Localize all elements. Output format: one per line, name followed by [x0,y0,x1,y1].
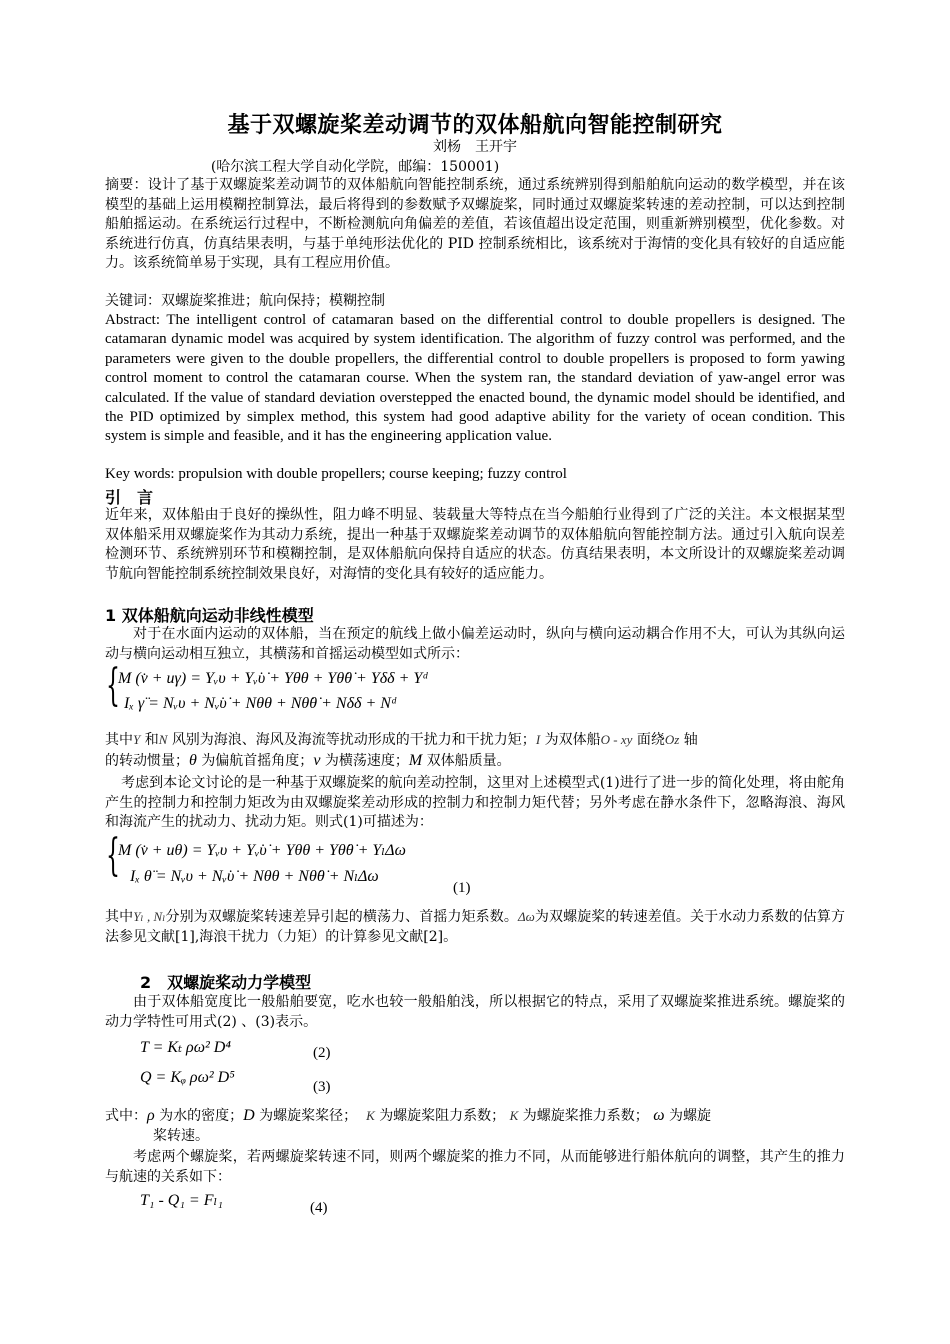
section1-para1: 对于在水面内运动的双体船，当在预定的航线上做小偏差运动时，纵向与横向运动耦合作用不大，可认为其纵向运动与横向运动相互独立，其横荡和首摇运动模型如式所示： [105,626,845,662]
section2-heading: 2 双螺旋桨动力学模型 [140,973,312,992]
symbol-rho: ρ [147,1107,155,1124]
keywords-en: Key words: propulsion with double propellers; course keeping; fuzzy control [105,466,567,482]
symbol-kt: K [509,1108,519,1123]
equation-number-3: (3) [313,1079,331,1095]
symbol-theta: θ [189,751,197,769]
section2-where: 式中：ρ 为水的密度；D 为螺旋桨桨径； K 为螺旋桨阻力系数； K 为螺旋桨推力系数； ω 为螺旋 桨转速。 [105,1107,711,1144]
intro-text: 近年来，双体船由于良好的操纵性，阻力峰不明显、装载量大等特点在当今船舶行业得到了广泛的关注。本文根据某型双体船采用双螺旋桨作为其动力系统，提出一种基于双螺旋桨差动调节的双体船航向智能控制方法。通过引入航向误差检测环节、系统辨别环节和模糊控制，是双体船航向保持自适应的状态。仿真结果表明，本文所设计的双螺旋桨差动调节航向智能控制系统控制效果良好，对海情的变化具有较好的适应能力。 [105,507,845,582]
symbol-d: D [243,1107,255,1124]
equation-2a: M (v̇ + uθ) = Yᵥυ + Yᵥ̇υ̇ + Yθθ + Yθ̇θ̇ + YₗΔω [118,842,406,859]
symbol-omega: ω [653,1107,665,1124]
equation-1b: Iₓ γ̈ = Nᵥυ + Nᵥ̇υ̇ + Nθθ + Nθ̇θ̇ + Nδδ + Nᵈ [124,695,396,712]
paper-title: 基于双螺旋桨差动调节的双体船航向智能控制研究 [227,113,723,138]
abstract-en: Abstract: The intelligent control of catamaran based on the differential control to double propellers is designed. The catamaran dynamic model was acquired by system identification. The algorithm of fuzzy control was performed, and the parameters were given to the double propellers, the differential control to double propellers is proposed to form yawing control moment to control the catamaran course. When the system ran, the standard deviation of yaw-angel error was calculated. If the value of standard deviation overstepped the enacted bound, the dynamic model should be identified, and the PID optimized by simplex method, this system had good adaptive ability for the variety of ocean condition. This system is simple and feasible, and it has the engineering application value. [105,312,845,445]
symbol-delta-omega: Δω [517,909,535,924]
symbol-v: v [313,751,321,769]
equation-thrust: T = Kₜ ρω² D⁴ [140,1039,231,1056]
symbol-yl-nl: Yₗ , Nₗ [133,909,166,924]
intro-heading: 引 言 [105,488,154,507]
symbol-iz: I [535,732,541,747]
equation-brace: { [106,660,120,711]
equation-number-4: (4) [310,1200,328,1216]
symbol-nd: N [158,732,168,747]
equation-number-1: (1) [453,880,471,896]
keywords-cn: 关键词：双螺旋桨推进；航向保持；模糊控制 [105,293,385,309]
symbol-oz: Oz [664,732,680,747]
equation-4: T₁ - Q₁ = Fₗ₁ [140,1192,223,1209]
symbol-oxy: O - xy [600,732,633,747]
equation-number-2: (2) [313,1045,331,1061]
equation-torque: Q = Kᵩ ρω² D⁵ [140,1069,235,1086]
section1-para4: 其中Yₗ , Nₗ分别为双螺旋桨转速差异引起的横荡力、首摇力矩系数。Δω为双螺旋桨的转速差值。关于水动力系数的估算方法参见文献[1],海浪干扰力（力矩）的计算参见文献[2]。 [105,909,846,945]
equation-2b: Iₓ θ̈ = Nᵥυ + Nᵥ̇υ̇ + Nθθ + Nθ̇θ̇ + NₗΔω [130,868,379,885]
section2-para1: 由于双体船宽度比一般船舶要宽，吃水也较一般船舶浅，所以根据它的特点，采用了双螺旋桨推进系统。螺旋桨的动力学特性可用式(2) 、(3)表示。 [105,994,845,1030]
symbol-yd: Y [133,732,141,747]
equation-brace-2: { [106,830,120,881]
section1-para3: 考虑到本论文讨论的是一种基于双螺旋桨的航向差动控制，这里对上述模型式(1)进行了进一步的简化处理，将由舵角产生的控制力和控制力矩改为由双螺旋桨差动形成的控制力和控制力矩代替；另外考虑在静水条件下，忽略海浪、海风和海流产生的扰动力、扰动力矩。则式(1)可描述为： [105,775,845,831]
authors: 刘杨 王开宇 [433,139,517,155]
affiliation: (哈尔滨工程大学自动化学院，邮编：150001) [210,159,500,175]
abstract-cn: 摘要：设计了基于双螺旋桨差动调节的双体船航向智能控制系统，通过系统辨别得到船舶航向运动的数学模型，并在该模型的基础上运用模糊控制算法，最后将得到的参数赋予双螺旋桨，同时通过双螺旋桨转速的差动控制，可以达到控制船舶摇运动。在系统运行过程中，不断检测航向角偏差的差值，若该值超出设定范围，则重新辨别模型，优化参数。对系统进行仿真，仿真结果表明，与基于单纯形法优化的 PID 控制系统相比，该系统对于海情的变化具有较好的自适应能力。该系统简单易于实现，具有工程应用价值。 [105,177,845,272]
section1-para2: 其中Y 和N 风别为海浪、海风及海流等扰动形成的干扰力和干扰力矩；I 为双体船O - xy 面绕Oz 轴 的转动惯量；θ 为偏航首摇角度；v 为横荡速度；M 双体船质量。 [105,732,698,769]
equation-1a: M (v̇ + uγ) = Yᵥυ + Yᵥ̇υ̇ + Yθθ + Yθ̇θ̇ + Yδδ + Yᵈ [118,670,428,687]
section1-heading: 1 双体船航向运动非线性模型 [105,606,314,625]
symbol-m: M [408,751,423,769]
symbol-kq: K [366,1108,375,1123]
section2-para2: 考虑两个螺旋桨，若两螺旋桨转速不同，则两个螺旋桨的推力不同，从而能够进行船体航向的调整，其产生的推力与航速的关系如下： [105,1149,845,1185]
